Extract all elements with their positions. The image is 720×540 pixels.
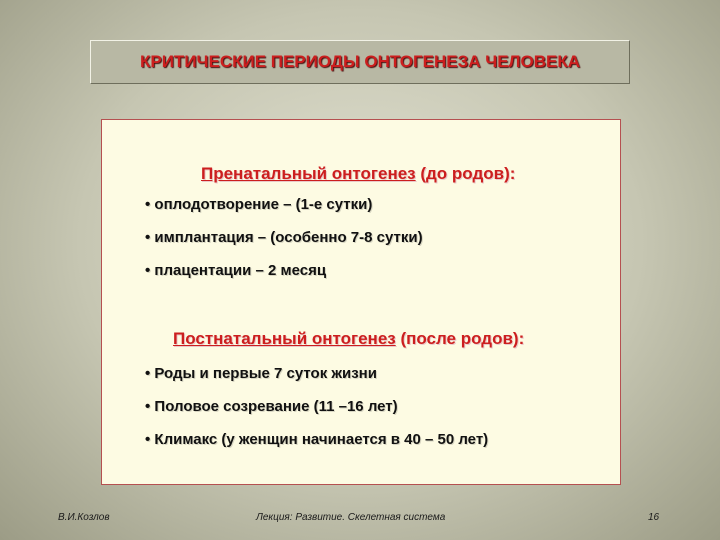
prenatal-heading-rest: (до родов):	[415, 164, 516, 183]
prenatal-item: • оплодотворение – (1-е сутки)	[145, 196, 373, 213]
postnatal-item: • Роды и первые 7 суток жизни	[145, 365, 377, 382]
slide-title: КРИТИЧЕСКИЕ ПЕРИОДЫ ОНТОГЕНЕЗА ЧЕЛОВЕКА	[140, 52, 580, 71]
postnatal-heading-underlined: Постнатальный онтогенез	[173, 329, 396, 348]
prenatal-heading	[201, 164, 515, 184]
footer-page-number: 16	[648, 512, 660, 523]
postnatal-heading	[173, 329, 524, 349]
prenatal-item: • имплантация – (особенно 7-8 сутки)	[145, 229, 423, 246]
postnatal-item: • Половое созревание (11 –16 лет)	[145, 398, 398, 415]
prenatal-heading-underlined: Пренатальный онтогенез	[201, 164, 416, 183]
postnatal-item: • Климакс (у женщин начинается в 40 – 50 лет)	[145, 431, 489, 448]
footer-author: В.И.Козлов	[58, 512, 110, 523]
footer-lecture: Лекция: Развитие. Скелетная система	[256, 512, 446, 523]
postnatal-heading-rest: (после родов):	[395, 329, 525, 348]
prenatal-item: • плацентации – 2 месяц	[145, 262, 327, 279]
